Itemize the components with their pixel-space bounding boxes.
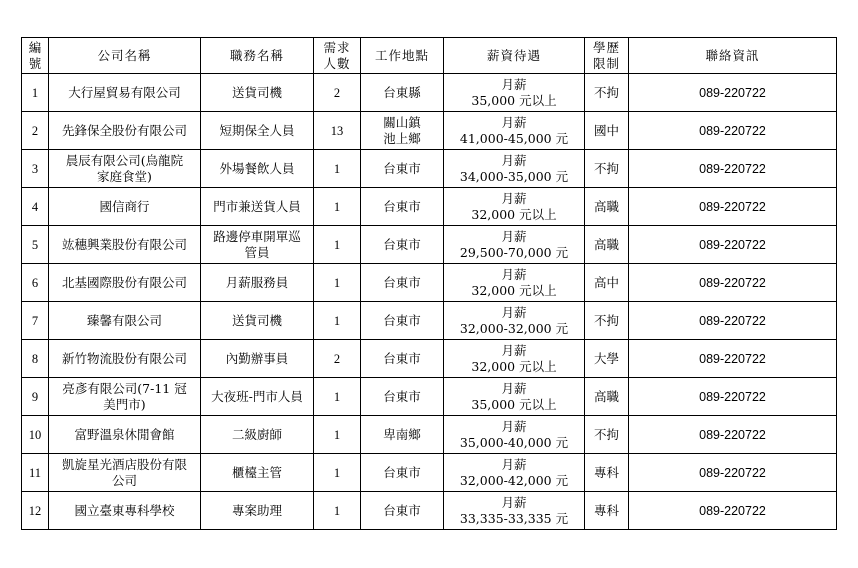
header-no: 編號 — [22, 38, 49, 74]
header-company: 公司名稱 — [49, 38, 201, 74]
cell-salary — [444, 226, 585, 264]
cell-salary — [444, 416, 585, 454]
cell-position: 短期保全人員 — [201, 112, 314, 150]
table-row — [22, 416, 837, 454]
header-education — [585, 38, 629, 74]
cell-location: 台東市 — [361, 226, 444, 264]
cell-contact: 089-220722 — [629, 302, 837, 340]
cell-location: 台東市 — [361, 454, 444, 492]
cell-company: 國立臺東專科學校 — [49, 492, 201, 530]
cell-contact: 089-220722 — [629, 454, 837, 492]
cell-count: 1 — [314, 492, 361, 530]
cell-count: 1 — [314, 302, 361, 340]
table-row — [22, 188, 837, 226]
cell-no: 5 — [22, 226, 49, 264]
salary-type: 月薪 — [501, 456, 527, 472]
cell-no: 1 — [22, 74, 49, 112]
cell-no: 9 — [22, 378, 49, 416]
cell-position: 二級廚師 — [201, 416, 314, 454]
cell-location: 台東市 — [361, 264, 444, 302]
salary-type: 月薪 — [501, 76, 527, 92]
cell-count: 1 — [314, 264, 361, 302]
cell-education: 高中 — [585, 264, 629, 302]
cell-education: 不拘 — [585, 302, 629, 340]
header-position: 職務名稱 — [201, 38, 314, 74]
table-row — [22, 302, 837, 340]
cell-company: 新竹物流股份有限公司 — [49, 340, 201, 378]
header-count-line1: 需求 — [323, 39, 351, 55]
cell-position: 大夜班-門市人員 — [201, 378, 314, 416]
table-row — [22, 340, 837, 378]
cell-company: 北基國際股份有限公司 — [49, 264, 201, 302]
cell-contact: 089-220722 — [629, 150, 837, 188]
salary-type: 月薪 — [501, 418, 527, 434]
header-count — [314, 38, 361, 74]
cell-location: 台東縣 — [361, 74, 444, 112]
salary-amount: 33,335-33,335 元 — [459, 510, 569, 526]
salary-type: 月薪 — [501, 342, 527, 358]
table-header-row — [22, 38, 837, 74]
salary-type: 月薪 — [501, 190, 527, 206]
salary-amount: 35,000 元以上 — [471, 92, 557, 108]
salary-amount: 29,500-70,000 元 — [459, 244, 569, 260]
cell-count: 1 — [314, 454, 361, 492]
cell-count: 13 — [314, 112, 361, 150]
cell-education: 高職 — [585, 188, 629, 226]
cell-position: 送貨司機 — [201, 74, 314, 112]
header-salary: 薪資待遇 — [444, 38, 585, 74]
cell-position: 路邊停車開單巡 管員 — [201, 226, 314, 264]
cell-count: 2 — [314, 74, 361, 112]
salary-amount: 32,000 元以上 — [471, 358, 557, 374]
cell-count: 1 — [314, 416, 361, 454]
table-body — [22, 74, 837, 530]
cell-company: 臻馨有限公司 — [49, 302, 201, 340]
salary-type: 月薪 — [501, 114, 527, 130]
job-listing-table — [21, 37, 837, 530]
cell-education: 不拘 — [585, 150, 629, 188]
cell-location: 台東市 — [361, 188, 444, 226]
salary-type: 月薪 — [501, 152, 527, 168]
cell-no: 2 — [22, 112, 49, 150]
salary-type: 月薪 — [501, 266, 527, 282]
cell-contact: 089-220722 — [629, 340, 837, 378]
header-location: 工作地點 — [361, 38, 444, 74]
salary-type: 月薪 — [501, 494, 527, 510]
cell-contact: 089-220722 — [629, 378, 837, 416]
cell-no: 3 — [22, 150, 49, 188]
salary-type: 月薪 — [501, 304, 527, 320]
table-row — [22, 150, 837, 188]
cell-contact: 089-220722 — [629, 112, 837, 150]
cell-salary — [444, 454, 585, 492]
salary-amount: 32,000 元以上 — [471, 282, 557, 298]
salary-type: 月薪 — [501, 228, 527, 244]
cell-position: 櫃檯主管 — [201, 454, 314, 492]
cell-company: 大行屋貿易有限公司 — [49, 74, 201, 112]
cell-company: 晨辰有限公司(烏龍院 家庭食堂) — [49, 150, 201, 188]
cell-count: 1 — [314, 150, 361, 188]
cell-position: 專案助理 — [201, 492, 314, 530]
salary-amount: 32,000 元以上 — [471, 206, 557, 222]
cell-contact: 089-220722 — [629, 416, 837, 454]
cell-location: 關山鎮 池上鄉 — [361, 112, 444, 150]
cell-education: 高職 — [585, 226, 629, 264]
cell-location: 台東市 — [361, 150, 444, 188]
cell-company: 先鋒保全股份有限公司 — [49, 112, 201, 150]
cell-salary — [444, 150, 585, 188]
cell-education: 高職 — [585, 378, 629, 416]
table-row — [22, 74, 837, 112]
cell-company: 亮彥有限公司(7-11 冠 美門市) — [49, 378, 201, 416]
table-row — [22, 226, 837, 264]
cell-contact: 089-220722 — [629, 188, 837, 226]
cell-company: 國信商行 — [49, 188, 201, 226]
cell-position: 門市兼送貨人員 — [201, 188, 314, 226]
cell-no: 8 — [22, 340, 49, 378]
cell-contact: 089-220722 — [629, 492, 837, 530]
cell-contact: 089-220722 — [629, 226, 837, 264]
cell-position: 月薪服務員 — [201, 264, 314, 302]
cell-position: 內勤辦事員 — [201, 340, 314, 378]
cell-location: 台東市 — [361, 378, 444, 416]
salary-amount: 35,000-40,000 元 — [459, 434, 569, 450]
cell-education: 專科 — [585, 454, 629, 492]
cell-location: 卑南鄉 — [361, 416, 444, 454]
table-row — [22, 112, 837, 150]
cell-education: 不拘 — [585, 74, 629, 112]
salary-amount: 32,000-32,000 元 — [459, 320, 569, 336]
cell-position: 送貨司機 — [201, 302, 314, 340]
salary-amount: 32,000-42,000 元 — [459, 472, 569, 488]
cell-salary — [444, 492, 585, 530]
header-count-line2: 人數 — [323, 55, 351, 71]
cell-salary — [444, 112, 585, 150]
header-edu-line2: 限制 — [592, 55, 620, 71]
cell-no: 7 — [22, 302, 49, 340]
salary-amount: 34,000-35,000 元 — [459, 168, 569, 184]
header-contact: 聯絡資訊 — [629, 38, 837, 74]
cell-no: 4 — [22, 188, 49, 226]
table-row — [22, 454, 837, 492]
cell-contact: 089-220722 — [629, 74, 837, 112]
table-row — [22, 264, 837, 302]
cell-salary — [444, 188, 585, 226]
cell-contact: 089-220722 — [629, 264, 837, 302]
cell-salary — [444, 264, 585, 302]
cell-count: 1 — [314, 188, 361, 226]
salary-amount: 41,000-45,000 元 — [459, 130, 569, 146]
cell-salary — [444, 74, 585, 112]
cell-position: 外場餐飲人員 — [201, 150, 314, 188]
cell-salary — [444, 378, 585, 416]
cell-location: 台東市 — [361, 492, 444, 530]
cell-no: 11 — [22, 454, 49, 492]
table-row — [22, 492, 837, 530]
cell-salary — [444, 302, 585, 340]
cell-count: 1 — [314, 378, 361, 416]
cell-education: 不拘 — [585, 416, 629, 454]
cell-company: 竑穗興業股份有限公司 — [49, 226, 201, 264]
table-row — [22, 378, 837, 416]
cell-education: 專科 — [585, 492, 629, 530]
cell-count: 2 — [314, 340, 361, 378]
cell-no: 6 — [22, 264, 49, 302]
salary-type: 月薪 — [501, 380, 527, 396]
salary-amount: 35,000 元以上 — [471, 396, 557, 412]
cell-no: 12 — [22, 492, 49, 530]
cell-location: 台東市 — [361, 340, 444, 378]
cell-salary — [444, 340, 585, 378]
cell-count: 1 — [314, 226, 361, 264]
cell-location: 台東市 — [361, 302, 444, 340]
cell-no: 10 — [22, 416, 49, 454]
cell-education: 大學 — [585, 340, 629, 378]
cell-company: 凱旋星光酒店股份有限 公司 — [49, 454, 201, 492]
header-edu-line1: 學歷 — [592, 39, 620, 55]
cell-education: 國中 — [585, 112, 629, 150]
cell-company: 富野溫泉休閒會館 — [49, 416, 201, 454]
